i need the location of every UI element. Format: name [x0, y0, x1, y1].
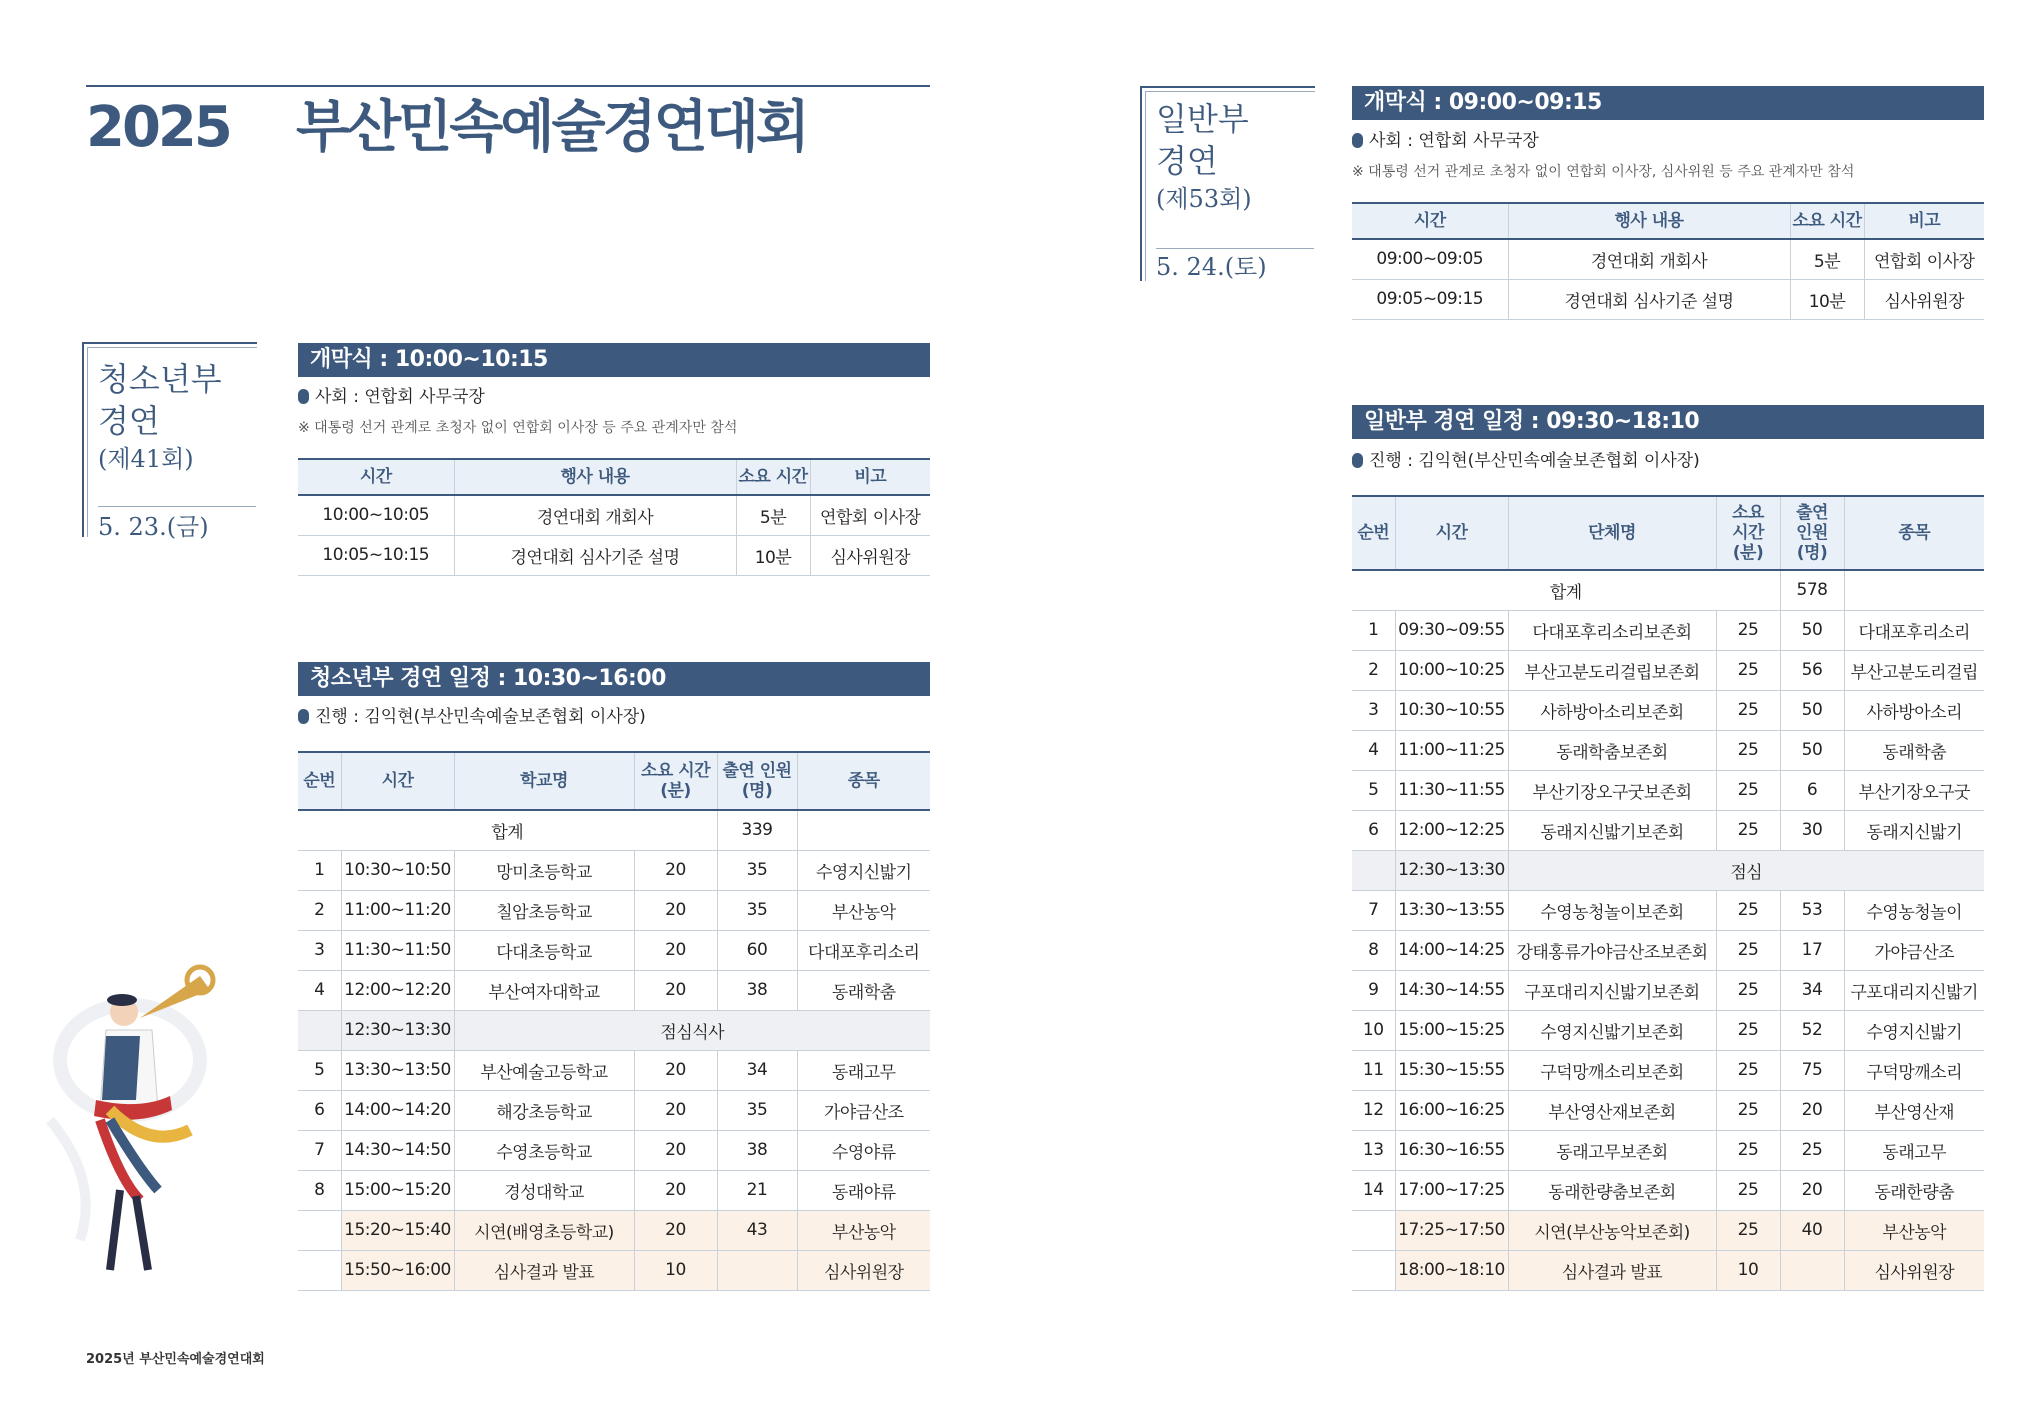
table-cell: 사하방아소리 — [1844, 690, 1984, 730]
table-cell: 25 — [1716, 730, 1780, 770]
youth-opening-host — [298, 386, 485, 408]
table-body — [1352, 239, 1984, 319]
table-cell: 수영지신밟기 — [797, 850, 930, 890]
table-cell: 11:00~11:25 — [1395, 730, 1508, 770]
table-row-grey — [298, 1010, 930, 1050]
table-cell: 12 — [1352, 1090, 1395, 1130]
table-cell: 5 — [1352, 770, 1395, 810]
col-header: 학교명 — [454, 752, 634, 810]
folk-performer-illustration — [40, 950, 300, 1310]
table-cell: 52 — [1780, 1010, 1844, 1050]
vest-icon — [102, 1036, 140, 1100]
table-cell: 8 — [298, 1170, 341, 1210]
table-row — [298, 970, 930, 1010]
table-cell: 심사위원장 — [797, 1250, 930, 1290]
table-cell: 부산기장오구굿 — [1844, 770, 1984, 810]
table-cell: 20 — [634, 1090, 717, 1130]
table-cell: 11 — [1352, 1050, 1395, 1090]
table-cell: 동래야류 — [797, 1170, 930, 1210]
col-header: 단체명 — [1508, 496, 1716, 570]
table-cell: 25 — [1716, 930, 1780, 970]
youth-tag-date: 5. 23.(금) — [98, 513, 209, 541]
table-row — [1352, 610, 1984, 650]
table-cell: 부산영산재 — [1844, 1090, 1984, 1130]
table-row-peach — [1352, 1210, 1984, 1250]
table-row-total — [1352, 570, 1984, 610]
general-opening-note: ※ 대통령 선거 관계로 초청자 없이 연합회 이사장, 심사위원 등 주요 관계자만 참석 — [1352, 164, 1855, 180]
table-cell: 20 — [634, 890, 717, 930]
youth-schedule-title: 청소년부 경연 일정 : 10:30~16:00 — [298, 662, 930, 696]
table-cell: 10 — [1352, 1010, 1395, 1050]
table-cell: 2 — [1352, 650, 1395, 690]
table-cell: 25 — [1716, 1090, 1780, 1130]
general-tag-line2: 경연 — [1156, 142, 1218, 180]
table-cell: 3 — [298, 930, 341, 970]
col-header: 시간 — [341, 752, 454, 810]
table-cell: 11:00~11:20 — [341, 890, 454, 930]
table-cell: 14 — [1352, 1170, 1395, 1210]
table-row — [1352, 890, 1984, 930]
table-cell: 구덕망깨소리 — [1844, 1050, 1984, 1090]
microphone-icon — [1352, 133, 1363, 148]
table-cell: 20 — [634, 930, 717, 970]
table-cell: 50 — [1780, 730, 1844, 770]
table-cell: 가야금산조 — [1844, 930, 1984, 970]
table-cell: 14:30~14:50 — [341, 1130, 454, 1170]
table-cell: 10 — [634, 1250, 717, 1290]
table-cell — [298, 1010, 341, 1050]
table-cell: 심사위원장 — [1864, 279, 1984, 319]
table-cell: 다대포후리소리 — [797, 930, 930, 970]
table-cell: 56 — [1780, 650, 1844, 690]
table-cell: 16:30~16:55 — [1395, 1130, 1508, 1170]
table-cell: 부산고분도리걸립 — [1844, 650, 1984, 690]
table-cell: 경연대회 개회사 — [1508, 239, 1790, 279]
table-cell: 강태홍류가야금산조보존회 — [1508, 930, 1716, 970]
table-cell: 20 — [634, 1210, 717, 1250]
table-cell: 사하방아소리보존회 — [1508, 690, 1716, 730]
youth-tag-line1: 청소년부 — [98, 360, 222, 398]
table-cell: 다대포후리소리보존회 — [1508, 610, 1716, 650]
col-header: 순번 — [1352, 496, 1395, 570]
table-cell: 38 — [717, 1130, 797, 1170]
table-cell: 14:00~14:25 — [1395, 930, 1508, 970]
table-row — [298, 1170, 930, 1210]
table-cell: 12:00~12:25 — [1395, 810, 1508, 850]
table-cell: 동래학춤 — [1844, 730, 1984, 770]
table-cell: 18:00~18:10 — [1395, 1250, 1508, 1290]
general-tag — [1140, 86, 1320, 286]
table-row — [1352, 1090, 1984, 1130]
table-row — [298, 1130, 930, 1170]
youth-opening-title: 개막식 : 10:00~10:15 — [298, 343, 930, 377]
table-row — [298, 890, 930, 930]
table-cell: 15:50~16:00 — [341, 1250, 454, 1290]
table-cell — [298, 1210, 341, 1250]
table-cell: 21 — [717, 1170, 797, 1210]
table-row — [1352, 770, 1984, 810]
general-tag-date: 5. 24.(토) — [1156, 253, 1267, 281]
table-cell: 25 — [1716, 610, 1780, 650]
table-cell: 6 — [298, 1090, 341, 1130]
col-header: 출연 인원 (명) — [717, 752, 797, 810]
table-cell: 수영야류 — [797, 1130, 930, 1170]
table-cell: 13:30~13:55 — [1395, 890, 1508, 930]
table-cell — [717, 1250, 797, 1290]
table-cell: 09:00~09:05 — [1352, 239, 1508, 279]
table-cell: 1 — [1352, 610, 1395, 650]
table-cell: 3 — [1352, 690, 1395, 730]
table-cell: 53 — [1780, 890, 1844, 930]
table-row — [1352, 1170, 1984, 1210]
table-header-row — [1352, 496, 1984, 570]
table-cell: 칠암초등학교 — [454, 890, 634, 930]
table-cell: 동래학춤 — [797, 970, 930, 1010]
table-cell: 경성대학교 — [454, 1170, 634, 1210]
swirl-decoration — [50, 1120, 86, 1240]
col-header: 시간 — [1395, 496, 1508, 570]
col-header: 비고 — [810, 459, 930, 495]
table-cell — [298, 1250, 341, 1290]
table-cell: 부산농악 — [797, 890, 930, 930]
table-cell: 수영초등학교 — [454, 1130, 634, 1170]
table-row — [1352, 279, 1984, 319]
table-cell: 17:25~17:50 — [1395, 1210, 1508, 1250]
table-cell: 시연(배영초등학교) — [454, 1210, 634, 1250]
youth-tag-line2: 경연 — [98, 402, 160, 440]
table-cell: 10분 — [1790, 279, 1864, 319]
youth-tag-line3: (제41회) — [98, 445, 194, 473]
table-cell: 20 — [1780, 1090, 1844, 1130]
table-cell: 7 — [298, 1130, 341, 1170]
table-cell: 20 — [634, 850, 717, 890]
table-row — [298, 930, 930, 970]
youth-schedule-host — [298, 706, 646, 728]
header-rule — [86, 85, 930, 87]
table-cell: 부산영산재보존회 — [1508, 1090, 1716, 1130]
microphone-icon — [1352, 453, 1363, 468]
table-cell: 15:20~15:40 — [341, 1210, 454, 1250]
table-cell: 수영지신밟기 — [1844, 1010, 1984, 1050]
table-cell: 12:30~13:30 — [1395, 850, 1508, 890]
table-cell: 6 — [1780, 770, 1844, 810]
table-cell: 15:00~15:25 — [1395, 1010, 1508, 1050]
table-cell: 경연대회 심사기준 설명 — [454, 535, 736, 575]
col-header: 소요 시간 (분) — [1716, 496, 1780, 570]
table-row — [1352, 1010, 1984, 1050]
table-cell: 10분 — [736, 535, 810, 575]
host-text: 사회 : 연합회 사무국장 — [1369, 131, 1539, 151]
table-cell: 25 — [1716, 890, 1780, 930]
table-cell: 35 — [717, 850, 797, 890]
table-cell — [1780, 1250, 1844, 1290]
table-row-peach — [1352, 1250, 1984, 1290]
table-cell: 점심식사 — [454, 1010, 930, 1050]
table-row — [1352, 1130, 1984, 1170]
col-header: 출연 인원 (명) — [1780, 496, 1844, 570]
host-text: 사회 : 연합회 사무국장 — [315, 387, 485, 407]
table-cell: 동래고무 — [1844, 1130, 1984, 1170]
table-cell: 구덕망깨소리보존회 — [1508, 1050, 1716, 1090]
table-cell: 심사결과 발표 — [454, 1250, 634, 1290]
leg-icon — [110, 1190, 148, 1270]
general-tag-line1: 일반부 — [1156, 100, 1249, 138]
table-cell — [797, 810, 930, 850]
col-header: 소요 시간 (분) — [634, 752, 717, 810]
table-cell: 동래고무 — [797, 1050, 930, 1090]
table-cell: 5 — [298, 1050, 341, 1090]
footer-text: 2025년 부산민속예술경연대회 — [86, 1352, 265, 1367]
table-cell: 35 — [717, 890, 797, 930]
table-cell: 16:00~16:25 — [1395, 1090, 1508, 1130]
col-header: 소요 시간 — [736, 459, 810, 495]
table-cell: 수영지신밟기보존회 — [1508, 1010, 1716, 1050]
table-cell: 578 — [1780, 570, 1844, 610]
table-cell: 50 — [1780, 690, 1844, 730]
header-year: 2025 — [86, 95, 230, 160]
host-text: 진행 : 김익현(부산민속예술보존협회 이사장) — [315, 707, 646, 727]
table-row — [1352, 930, 1984, 970]
table-cell: 부산농악 — [1844, 1210, 1984, 1250]
youth-tag — [82, 342, 262, 542]
table-cell: 다대초등학교 — [454, 930, 634, 970]
table-cell: 15:30~15:55 — [1395, 1050, 1508, 1090]
table-cell: 339 — [717, 810, 797, 850]
hat-icon — [107, 994, 137, 1006]
table-cell: 부산예술고등학교 — [454, 1050, 634, 1090]
table-cell: 심사위원장 — [810, 535, 930, 575]
table-row-peach — [298, 1210, 930, 1250]
table-cell: 합계 — [1352, 570, 1780, 610]
table-header-row — [1352, 203, 1984, 239]
microphone-icon — [298, 709, 309, 724]
table-cell: 25 — [1716, 1010, 1780, 1050]
table-cell: 경연대회 개회사 — [454, 495, 736, 535]
col-header: 비고 — [1864, 203, 1984, 239]
table-cell: 부산여자대학교 — [454, 970, 634, 1010]
youth-opening-note: ※ 대통령 선거 관계로 초청자 없이 연합회 이사장 등 주요 관계자만 참석 — [298, 420, 738, 436]
table-body — [298, 495, 930, 575]
table-row — [298, 1050, 930, 1090]
table-cell: 부산고분도리걸립보존회 — [1508, 650, 1716, 690]
col-header: 시간 — [298, 459, 454, 495]
tag-divider — [98, 506, 256, 507]
table-cell: 09:05~09:15 — [1352, 279, 1508, 319]
table-cell: 34 — [717, 1050, 797, 1090]
table-row — [1352, 730, 1984, 770]
table-cell: 35 — [717, 1090, 797, 1130]
general-opening-title: 개막식 : 09:00~09:15 — [1352, 86, 1984, 120]
table-cell: 20 — [1780, 1170, 1844, 1210]
table-cell: 10 — [1716, 1250, 1780, 1290]
table-cell: 경연대회 심사기준 설명 — [1508, 279, 1790, 319]
table-cell: 25 — [1716, 1130, 1780, 1170]
table-cell: 13:30~13:50 — [341, 1050, 454, 1090]
table-row — [1352, 650, 1984, 690]
table-cell — [1352, 1210, 1395, 1250]
table-cell: 25 — [1716, 650, 1780, 690]
general-schedule-table — [1352, 495, 1984, 1291]
table-cell: 25 — [1780, 1130, 1844, 1170]
general-opening-host — [1352, 130, 1539, 152]
table-cell: 20 — [634, 1170, 717, 1210]
table-row — [1352, 810, 1984, 850]
table-cell — [1352, 850, 1395, 890]
table-cell: 10:30~10:55 — [1395, 690, 1508, 730]
table-row-peach — [298, 1250, 930, 1290]
table-cell: 10:00~10:25 — [1395, 650, 1508, 690]
table-row — [298, 1090, 930, 1130]
table-row — [1352, 1050, 1984, 1090]
table-cell: 10:30~10:50 — [341, 850, 454, 890]
table-cell: 25 — [1716, 1050, 1780, 1090]
table-cell: 4 — [298, 970, 341, 1010]
table-cell: 2 — [298, 890, 341, 930]
table-cell: 해강초등학교 — [454, 1090, 634, 1130]
table-cell: 부산농악 — [797, 1210, 930, 1250]
col-header: 순번 — [298, 752, 341, 810]
table-cell: 동래지신밟기 — [1844, 810, 1984, 850]
table-cell: 25 — [1716, 1170, 1780, 1210]
table-cell: 38 — [717, 970, 797, 1010]
table-cell: 수영농청놀이보존회 — [1508, 890, 1716, 930]
youth-opening-table — [298, 458, 930, 576]
table-cell: 15:00~15:20 — [341, 1170, 454, 1210]
table-cell: 다대포후리소리 — [1844, 610, 1984, 650]
col-header: 시간 — [1352, 203, 1508, 239]
table-row — [298, 495, 930, 535]
table-cell: 40 — [1780, 1210, 1844, 1250]
table-cell: 20 — [634, 1130, 717, 1170]
table-cell: 75 — [1780, 1050, 1844, 1090]
table-cell: 20 — [634, 970, 717, 1010]
table-cell: 부산기장오구굿보존회 — [1508, 770, 1716, 810]
table-cell: 심사결과 발표 — [1508, 1250, 1716, 1290]
general-schedule-title: 일반부 경연 일정 : 09:30~18:10 — [1352, 405, 1984, 439]
table-cell: 25 — [1716, 690, 1780, 730]
microphone-icon — [298, 389, 309, 404]
table-row — [1352, 690, 1984, 730]
table-cell: 11:30~11:55 — [1395, 770, 1508, 810]
col-header: 행사 내용 — [454, 459, 736, 495]
general-opening-table — [1352, 202, 1984, 320]
table-cell: 25 — [1716, 770, 1780, 810]
table-cell: 구포대리지신밟기 — [1844, 970, 1984, 1010]
table-cell: 가야금산조 — [797, 1090, 930, 1130]
table-body — [1352, 570, 1984, 1290]
table-cell: 망미초등학교 — [454, 850, 634, 890]
table-cell: 동래한량춤 — [1844, 1170, 1984, 1210]
table-cell: 43 — [717, 1210, 797, 1250]
table-row — [1352, 239, 1984, 279]
table-cell: 12:30~13:30 — [341, 1010, 454, 1050]
table-cell: 20 — [634, 1050, 717, 1090]
table-cell: 50 — [1780, 610, 1844, 650]
table-cell: 심사위원장 — [1844, 1250, 1984, 1290]
tag-divider — [1156, 248, 1314, 249]
table-row-grey — [1352, 850, 1984, 890]
table-cell: 동래학춤보존회 — [1508, 730, 1716, 770]
col-header: 종목 — [797, 752, 930, 810]
table-cell: 10:05~10:15 — [298, 535, 454, 575]
table-cell: 30 — [1780, 810, 1844, 850]
table-cell: 5분 — [1790, 239, 1864, 279]
table-body — [298, 810, 930, 1290]
table-row — [298, 850, 930, 890]
table-cell: 25 — [1716, 810, 1780, 850]
general-tag-line3: (제53회) — [1156, 185, 1252, 213]
table-row — [1352, 970, 1984, 1010]
table-cell: 연합회 이사장 — [810, 495, 930, 535]
table-cell: 34 — [1780, 970, 1844, 1010]
table-cell: 17:00~17:25 — [1395, 1170, 1508, 1210]
table-cell: 12:00~12:20 — [341, 970, 454, 1010]
col-header: 종목 — [1844, 496, 1984, 570]
table-cell: 13 — [1352, 1130, 1395, 1170]
table-row — [298, 535, 930, 575]
table-cell: 14:30~14:55 — [1395, 970, 1508, 1010]
table-cell: 4 — [1352, 730, 1395, 770]
general-schedule-host — [1352, 450, 1700, 472]
table-cell: 11:30~11:50 — [341, 930, 454, 970]
youth-schedule-table — [298, 751, 930, 1291]
page-title: 부산민속예술경연대회 — [296, 95, 807, 160]
table-cell: 25 — [1716, 970, 1780, 1010]
table-cell: 수영농청놀이 — [1844, 890, 1984, 930]
table-header-row — [298, 752, 930, 810]
table-cell: 동래고무보존회 — [1508, 1130, 1716, 1170]
table-row-total — [298, 810, 930, 850]
table-cell: 연합회 이사장 — [1864, 239, 1984, 279]
table-cell: 1 — [298, 850, 341, 890]
table-cell: 8 — [1352, 930, 1395, 970]
table-cell: 9 — [1352, 970, 1395, 1010]
table-cell: 09:30~09:55 — [1395, 610, 1508, 650]
table-cell: 시연(부산농악보존회) — [1508, 1210, 1716, 1250]
table-cell: 점심 — [1508, 850, 1984, 890]
table-cell: 60 — [717, 930, 797, 970]
table-cell: 합계 — [298, 810, 717, 850]
table-cell: 14:00~14:20 — [341, 1090, 454, 1130]
col-header: 소요 시간 — [1790, 203, 1864, 239]
table-cell — [1352, 1250, 1395, 1290]
table-header-row — [298, 459, 930, 495]
col-header: 행사 내용 — [1508, 203, 1790, 239]
table-cell — [1844, 570, 1984, 610]
table-cell: 10:00~10:05 — [298, 495, 454, 535]
table-cell: 17 — [1780, 930, 1844, 970]
table-cell: 7 — [1352, 890, 1395, 930]
host-text: 진행 : 김익현(부산민속예술보존협회 이사장) — [1369, 451, 1700, 471]
table-cell: 6 — [1352, 810, 1395, 850]
table-cell: 5분 — [736, 495, 810, 535]
table-cell: 동래지신밟기보존회 — [1508, 810, 1716, 850]
table-cell: 25 — [1716, 1210, 1780, 1250]
table-cell: 구포대리지신밟기보존회 — [1508, 970, 1716, 1010]
table-cell: 동래한량춤보존회 — [1508, 1170, 1716, 1210]
